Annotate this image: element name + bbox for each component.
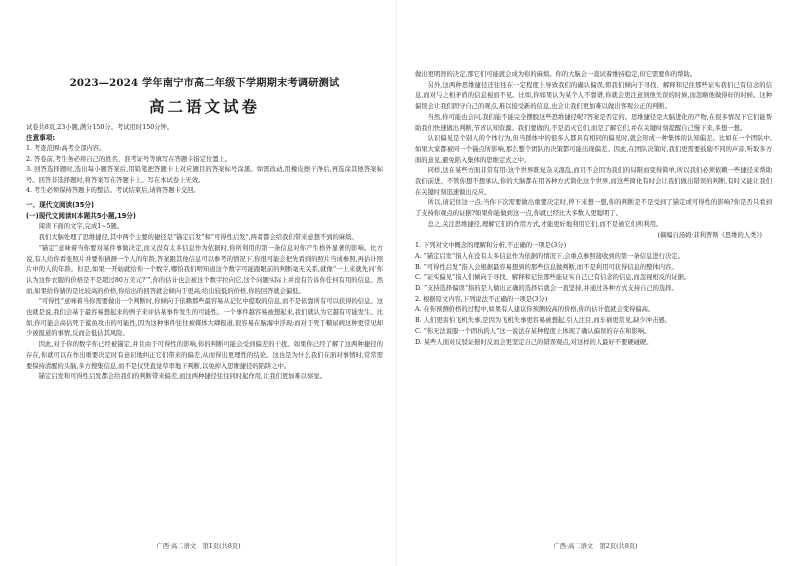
passage-paragraph: 当然,你可能也会问,我们能不能完全摆脱这些思维捷径呢?答案是否定的。思维捷径是大脑进化的产物,在很多情况下它们能帮助我们快速做出判断,节省认知资源。我们要做的,不是消灭它们,而是了解它们,并在关键时刻提醒自己慢下来,多想一想。 [415, 113, 772, 132]
passage-paragraph: 因此,对于你的数字你已经被锚定,并且由于可得性的影响,你的判断可能会受到偏差的干扰。如果你已经了解了这两种捷径的存在,你就可以在作出重要决定时有意识地纠正它们带来的偏差,从而得出更理性的结论。这也是为什么我们在面对事情时,常常需要保持清醒的头脑,多方搜集信息,而不是仅凭直觉草率地下判断,以免掉入思维捷径的陷阱之中。 [26, 341, 383, 370]
exam-title: 2023—2024 学年南宁市高二年级下学期期末考调研测试 [69, 77, 340, 89]
question-stem: 2. 根据原文内容,下列说法不正确的一项是(3分) [415, 295, 548, 303]
section-heading: 一、现代文阅读(35分) [26, 201, 94, 210]
passage-paragraph: 同样,这在某些方面非常有用:这个世界既复杂又混乱,而且不会因为我们的局限而变得简单,所以我们必须依赖一些捷径来帮助我们前进。不管你想不想承认,你的大脑都在用各种方式简化这个世界,而这些简化有时会让我们做出错误的判断,有时又能让我们在关键时刻迅速做出反应。 [415, 167, 772, 196]
notice-item: 1. 考查范围:高考全部内容。 [26, 145, 106, 153]
passage-paragraph: 另外,这两种思维捷径还往往在一定程度上导致我们的确认偏误,即我们倾向于寻找、解释和记住那些证实我们已有信念的信息,而对与之相矛盾的信息视而不见。比如,你如果认为某个人不靠谱,你就会更注意到他失误的时候,而忽略他做得好的时候。这种偏误会让我们固守自己的观点,难以接受新的信息,也会让我们更加难以做出客观公正的判断。 [415, 81, 772, 111]
passage-paragraph: 认识偏见是个别人的个体行为,但当群体中的很多人都具有相同的偏见时,就会形成一种集体的认知偏差。比如在一个团队中,如果大家都被同一个锚点所影响,那么整个团队的决策都可能出现偏差。因此,在团队决策时,我们更需要鼓励不同的声音,听取多方面的意见,避免陷入集体的思维定式之中。 [415, 135, 772, 164]
sub-section-heading: (一)现代文阅读Ⅰ(本题共5小题,19分) [26, 212, 136, 221]
question-option: B. 人们更害怕飞机失事,是因为飞机失事更容易被想起,引人注目,而车祸更常见,缺少冲击感。 [415, 317, 671, 325]
passage-paragraph: 锚定启发和可得性启发都会给我们的判断带来偏差,而这两种捷径往往同时起作用,让我们更加难以察觉。 [38, 373, 326, 381]
question-stem: 1. 下列对文中概念的理解和分析,不正确的一项是(3分) [415, 242, 567, 250]
exam-intro: 试卷共8页,23小题,满分150分。考试用时150分钟。 [26, 124, 174, 131]
passage-paragraph: 所以,请记住这一点:当你下次需要做出重要决定时,停下来想一想,你的判断是不是受到了锚定或可得性的影响?你是否只看到了支持你观点的证据?如果你能做到这一点,你就已经比大多数人更聪明了。 [415, 199, 772, 218]
right-page [397, 0, 794, 566]
passage-source: (摘编自汤姆·菲利普斯《思维的人类》) [657, 231, 762, 239]
passage-paragraph: “锚定”意味着当你要对某件事做决定,而又没有太多信息作为依据时,你所利用的第一条信息对你产生格外显著的影响。比方说,有人给你看张照片并要你猜测一个人的年龄,答案跟其他信息可以参考的情况下,你很可能会把先看到的照片当成参照,再估计照片中的人的年龄。但是,如果一开始就给你一个数字,哪怕我们明知道这个数字可能跟眼前的判断毫无关系,就像“一上来就先问‘你认为这件衣服的价格是不是超过80万美元?’”,你的估计也会被这个数字拉向它,这个问题实际上并没有告诉你任何有用的信息。然而,如果给你猜的是比较高的价格,你给出的回答就会倾向于更高;给出较低的价格,你的回答就会偏低。 [26, 244, 383, 295]
paper-title: 高二语文试卷 [148, 98, 260, 116]
notice-item: 2. 答卷前,考生务必将自己的姓名、准考证号等填写在答题卡指定位置上。 [26, 155, 232, 163]
passage-paragraph: 我们大脑处理了思维捷径,其中两个主要的捷径是“锚定启发”和“可得性启发”,两者都会给我们带来意想不到的麻烦。 [38, 234, 358, 242]
question-option: B. “可得性启发”指人会根据最容易想到的那些信息做判断,而不是利用可获得信息的整体内容。 [415, 263, 678, 271]
passage-paragraph: 总之,关注思维捷径,理解它们的作用方式,才能更好地利用它们,而不是被它们所利用。 [427, 220, 663, 228]
question-option: A. 在你预测价格的过程中,如果有人建议你预测较高的价格,你的估计值就会变得偏高。 [415, 306, 655, 314]
question-option: D. 某些人面对反驳证据时反而会更坚定自己的错误观点,对这样的人最好不要硬碰硬。 [415, 338, 653, 346]
notice-item: 4. 考生必须保持答题卡的整洁。考试结束后,请将答题卡交回。 [26, 187, 200, 195]
question-option: D. “支持选择偏误”指的是人做出正确的选择后就会一直坚持,并通过各种方式支持自己的选择。 [415, 285, 678, 293]
notice-heading: 注意事项: [26, 134, 56, 143]
page-footer: 广西·高二语文 第2页(共8页) [553, 543, 638, 550]
reading-instruction: 阅读下面的文字,完成1~5题。 [38, 223, 124, 231]
question-option: C. “证实偏见”指人们倾向于寻找、解释和记住那些能证实自己已有信念的信息,而忽视相反的证据。 [415, 274, 691, 282]
notice-item: 3. 回答选择题时,选出每小题答案后,用铅笔把答题卡上对应题目的答案标号涂黑。如需改动,用橡皮擦干净后,再选涂其他答案标号。回答非选择题时,将答案写在答题卡上。写在本试卷上无效。 [26, 166, 383, 184]
page-footer: 广西·高二语文 第1页(共8页) [156, 543, 241, 550]
passage-paragraph: “可得性”意味着当你需要做出一个判断时,你倾向于依赖那些最容易从记忆中提取的信息,而不是依靠所有可以获得的信息。这也就是说,我们会基于最容易想起来的例子来评估某事件发生的可能性。一个事件越容易被想起来,我们就认为它越有可能发生。比如,你可能会高估死于鲨鱼攻击的可能性,因为这种事件往往被媒体大肆报道,很容易在脑海中浮现;而对于死于糖尿病这种更常见却少被报道的事情,反而会低估其风险。 [26, 298, 383, 338]
passage-paragraph: 做出更明智的决定,那它们可能就会成为你的麻烦。你的大脑会一直试着维持稳定,但它需要你的帮助。 [415, 71, 697, 78]
question-option: C. “你无法说服一个固执的人”这一说法在某种程度上体现了确认偏误的存在和影响。 [415, 327, 651, 335]
question-option: A. “锚定启发”指人在没有太多信息作为依据的情况下,会重点参照接收到的第一条信息进行决定。 [415, 252, 684, 260]
